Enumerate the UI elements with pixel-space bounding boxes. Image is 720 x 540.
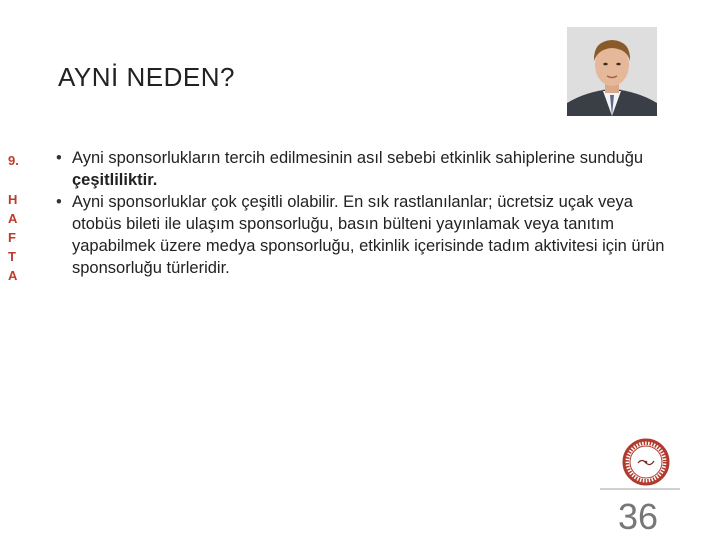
portrait-photo (567, 27, 657, 116)
side-letter: A (8, 268, 18, 283)
side-letter: T (8, 249, 16, 264)
page-number-rule (600, 488, 680, 490)
bullet-item (56, 191, 676, 279)
bullet-list (56, 147, 676, 279)
bullet-text: Ayni sponsorluklar çok çeşitli olabilir. En sık rastlanılanlar; ücretsiz uçak veya otobüs bileti ile ulaşım sponsorluğu, basın bülteni yayınlamak veya tanıtım yapabilmek üzere medya sponsorluğu, etkinlik içerisinde tadım aktivitesi için ürün sponsorluğu türleridir. (72, 193, 665, 277)
slide-title: AYNİ NEDEN? (58, 62, 235, 92)
bullet-item (56, 147, 676, 191)
side-letter: H (8, 192, 18, 207)
page-number: 36 (618, 496, 659, 537)
side-letter: F (8, 230, 16, 245)
side-label (8, 151, 28, 285)
university-seal-icon (622, 438, 670, 486)
side-letter: A (8, 211, 18, 226)
week-number: 9. (8, 153, 19, 168)
bullet-bold-text: çeşitliliktir. (72, 171, 158, 189)
bullet-text: Ayni sponsorlukların tercih edilmesinin asıl sebebi etkinlik sahiplerine sunduğu (72, 149, 644, 167)
